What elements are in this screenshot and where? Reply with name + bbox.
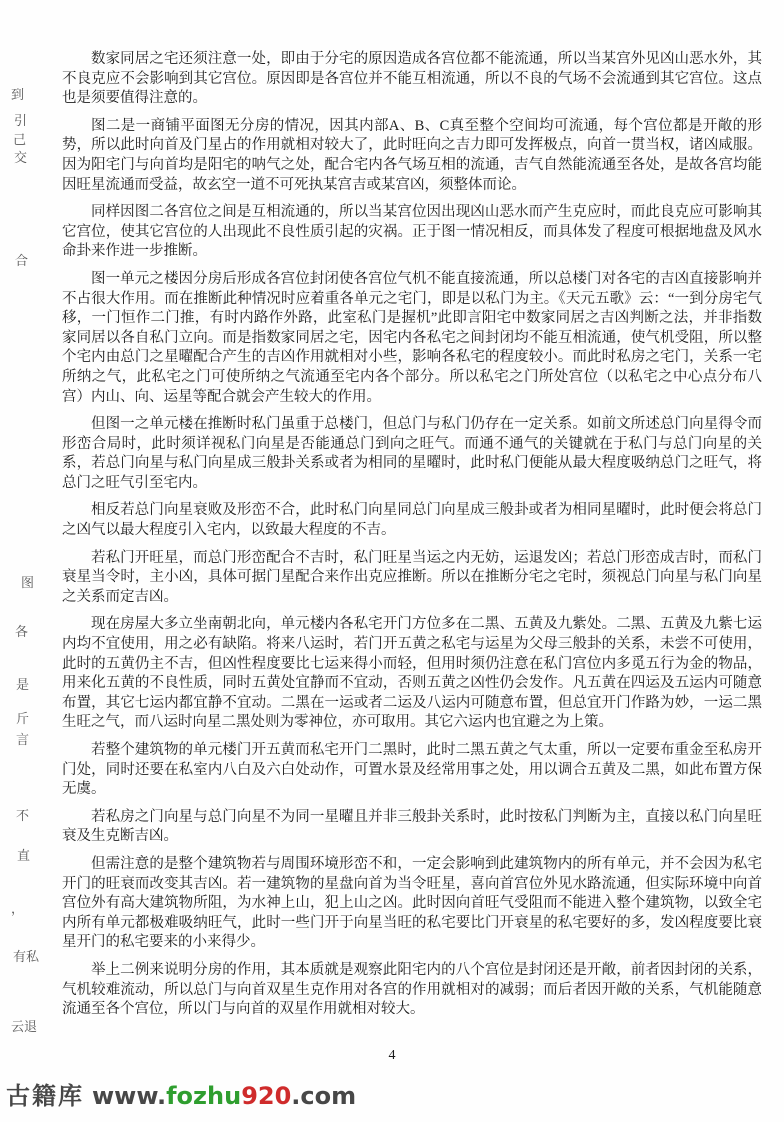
watermark	[6, 1076, 356, 1111]
paragraph: 但需注意的是整个建筑物若与周围环境形峦不和，一定会影响到此建筑物内的所有单元，并不会因为私宅开门的旺衰而改变其吉凶。若一建筑物的星盘向首为当令旺星，喜向首宫位外见水路流通，但实际环境中向首宫位外有高大建筑物所阻，为水神上山，犯上山之凶。此时因向首旺气受阻而不能进入整个建筑物，以致全宅内所有单元都极难吸纳旺气，此时一些门开于向星当旺的私宅要比门开衰星的私宅要好的多，发凶程度要比衰星开门的私宅要来的小来得少。	[62, 855, 762, 951]
margin-mark: 合	[15, 253, 29, 268]
margin-mark: ，	[11, 901, 25, 916]
margin-mark: 己	[13, 132, 27, 147]
margin-mark: 言	[16, 732, 30, 747]
page-number: 4	[388, 1048, 396, 1063]
body-text	[62, 50, 762, 1028]
margin-mark: 有私	[13, 949, 40, 964]
paragraph: 若私房之门向星与总门向星不为同一星曜且并非三般卦关系时，此时按私门判断为主，直接以私门向星旺衰及生克断吉凶。	[62, 808, 762, 845]
paragraph: 数家同居之宅还须注意一处，即由于分宅的原因造成各宫位都不能流通，所以当某宫外见凶山恶水外，其不良克应不会影响到其它宫位。原因即是各宫位并不能互相流通，所以不良的气场不会流通到其它宫位。这点也是须要值得注意的。	[62, 51, 762, 107]
paragraph: 现在房屋大多立坐南朝北向，单元楼内各私宅开门方位多在二黑、五黄及九紫处。二黑、五黄及九紫七运内均不宜使用，用之必有缺陷。将来八运时，若门开五黄之私宅与运星为父母三般卦的关系，未尝不可使用，此时的五黄仍主不吉，但凶性程度要比七运来得小而轻，但用时须仍注意在私门宫位内多觅五行为金的物品，用来化五黄的不良性质，同时五黄处宜静而不宜动，否则五黄之凶性仍会发作。凡五黄在四运及五运内可随意布置，其它七运内都宜静不宜动。二黑在一运或者二运及八运内可随意布置，但总宜开门作路为妙，一运二黑生旺之气，而八运时向星二黑处则为零神位，亦可取用。其它六运内也宜避之为上策。	[62, 616, 762, 731]
paragraph: 但图一之单元楼在推断时私门虽重于总楼门，但总门与私门仍存在一定关系。如前文所述总门向星得令而形峦合局时，此时须详视私门向星是否能通总门到向之旺气。而通不通气的关键就在于私门与总门向星的关系，若总门向星与私门向星成三般卦关系或者为相同的星曜时，此时私门便能从最大程度吸纳总门之旺气，将总门之旺气引至宅内。	[62, 416, 762, 491]
margin-mark: 引	[14, 113, 28, 128]
paragraph: 举上二例来说明分房的作用，其本质就是观察此阳宅内的八个宫位是封闭还是开敞，前者因封闭的关系，气机较难流动，所以总门与向首双星生克作用对各宫的作用就相对的减弱；而后者因开敞的关系，气机能随意流通至各个宫位，所以门与向首的双星作用就相对较大。	[62, 961, 762, 1018]
margin-mark: 不	[16, 808, 30, 823]
margin-mark: 交	[14, 150, 28, 165]
margin-mark: 各	[15, 624, 29, 639]
watermark-www: www.	[92, 1082, 167, 1110]
paragraph: 若私门开旺星，而总门形峦配合不吉时，私门旺星当运之内无妨，运退发凶；若总门形峦成吉时，而私门衰星当令时，主小凶，具体可据门星配合来作出克应推断。所以在推断分宅之宅时，须视总门向星与私门向星之关系而定吉凶。	[62, 549, 762, 605]
paragraph: 图一单元之楼因分房后形成各宫位封闭使各宫位气机不能直接流通，所以总楼门对各宅的吉凶直接影响并不占很大作用。而在推断此种情况时应着重各单元之宅门，即是以私门为主。《天元五歌》云：“一到分房宅气移，一门恒作二门推，有时内路作外路，此室私门是握机”此即言阳宅中数家同居之吉凶判断之法，并非指数家同居以各自私门立向。而是指数家同居之宅，因宅内各私宅之间封闭均不能互相流通，使气机受阻，所以整个宅内由总门之星曜配合产生的吉凶作用就相对小些，影响各私宅的程度较小。而此时私房之宅门，关系一宅所纳之气，此私宅之门可使所纳之气流通至宅内各个部分。所以私宅之门所处宫位（以私宅之中心点分布八宫）内山、向、运星等配合就会产生较大的作用。	[62, 270, 762, 405]
paragraph: 同样因图二各宫位之间是互相流通的，所以当某宫位因出现凶山恶水而产生克应时，而此良克应可影响其它宫位，使其它宫位的人出现此不良性质引起的灾祸。正于图一情况相反，而具体发了程度可根据地盘及风水命卦来作进一步推断。	[62, 204, 762, 260]
margin-mark: 到	[11, 87, 25, 102]
margin-mark: 图	[21, 575, 35, 590]
margin-mark: 是	[16, 677, 30, 692]
margin-mark: 云退	[11, 1019, 38, 1034]
margin-mark: 直	[17, 848, 31, 863]
paragraph: 图二是一商铺平面图无分房的情况，因其内部A、B、C真至整个空间均可流通，每个宫位都是开敞的形势，所以此时向首及门星占的作用就相对较大了，此时旺向之吉力即可发挥极点，向首一贯当权，诸凶咸服。因为阳宅门与向首均是阳宅的呐气之处，配合宅内各气场互相的流通，吉气自然能流通至各处，是故各宫均能因旺星流通而受益，故玄空一道不可死执某宫吉或某宫凶，须整体而论。	[62, 117, 762, 193]
margin-mark: 斤	[16, 711, 30, 726]
watermark-domain-green: fozhu	[166, 1082, 242, 1110]
watermark-site-name: 古籍库	[6, 1082, 84, 1110]
paragraph: 若整个建筑物的单元楼门开五黄而私宅开门二黑时，此时二黑五黄之气太重，所以一定要布重金至私房开门处，同时还要在私室内八白及六白处动作，可置水景及经常用事之处，用以调合五黄及二黑，如此布置方保无虞。	[62, 742, 762, 798]
watermark-tld: .com	[291, 1082, 357, 1110]
watermark-domain-red: 920	[241, 1082, 292, 1110]
paragraph: 相反若总门向星衰败及形峦不合，此时私门向星同总门向星成三般卦或者为相同星曜时，此时便会将总门之凶气以最大程度引入宅内，以致最大程度的不吉。	[62, 502, 762, 539]
